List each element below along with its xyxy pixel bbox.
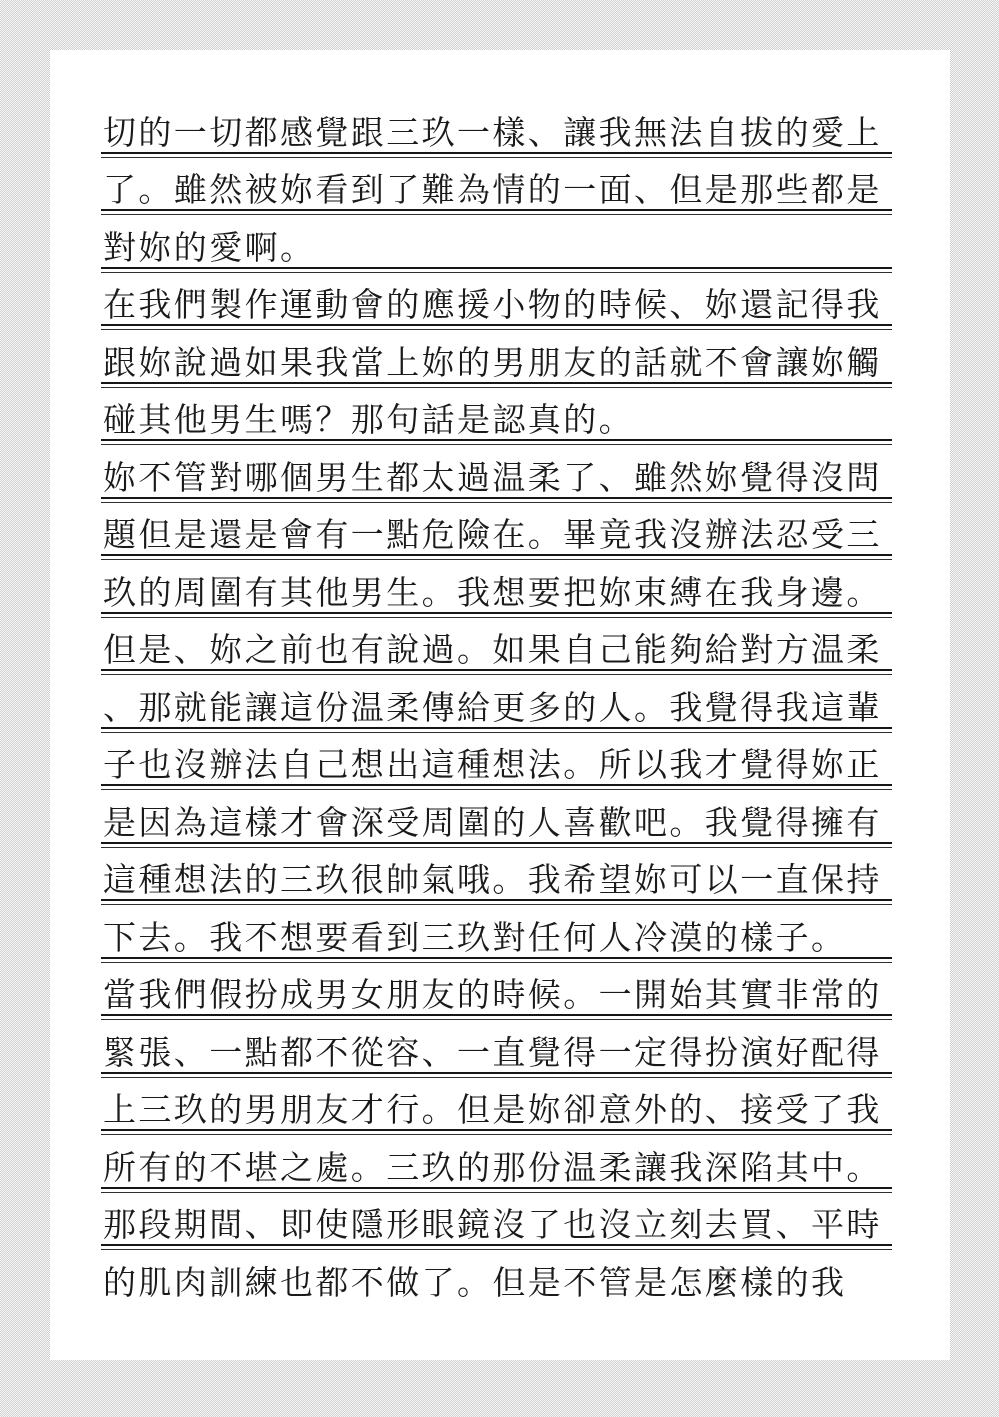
letter-line-text: 下去。我不想要看到三玖對任何人冷漠的樣子。 — [103, 917, 847, 957]
letter-line — [103, 790, 890, 848]
letter-line-text: 切的一切都感覺跟三玖一樣、讓我無法自拔的愛上 — [103, 112, 882, 152]
letter-line-text: 了。雖然被妳看到了難為情的一面、但是那些都是 — [103, 170, 882, 209]
letter-line — [103, 675, 890, 733]
letter-line-text: 緊張、一點都不從容、一直覺得一定得扮演好配得 — [103, 1032, 882, 1072]
letter-line-text: 在我們製作運動會的應援小物的時候、妳還記得我 — [103, 285, 882, 324]
letter-line-text: 跟妳說過如果我當上妳的男朋友的話就不會讓妳觸 — [103, 342, 882, 382]
letter-line-text: 子也沒辦法自己想出這種想法。所以我才覺得妳正 — [103, 745, 882, 784]
letter-line — [103, 1020, 890, 1078]
letter-line — [103, 158, 890, 216]
letter-line — [103, 1135, 890, 1193]
letter-line — [103, 100, 890, 158]
letter-line — [103, 273, 890, 331]
letter-line-text: 對妳的愛啊。 — [103, 227, 316, 267]
letter-line-text: 是因為這樣才會深受周圍的人喜歡吧。我覺得擁有 — [103, 802, 882, 842]
letter-line — [103, 618, 890, 676]
letter-line — [103, 848, 890, 906]
letter-line — [103, 1250, 890, 1308]
letter-line-text: 妳不管對哪個男生都太過温柔了、雖然妳覺得沒問 — [103, 457, 882, 497]
letter-line-text: 上三玖的男朋友才行。但是妳卻意外的、接受了我 — [103, 1090, 882, 1129]
letter-line-text: 當我們假扮成男女朋友的時候。一開始其實非常的 — [103, 975, 882, 1014]
letter-line-text: 玖的周圍有其他男生。我想要把妳束縛在我身邊。 — [103, 572, 882, 612]
letter-line — [103, 733, 890, 791]
letter-line — [103, 963, 890, 1021]
letter-line-text: 的肌肉訓練也都不做了。但是不管是怎麼樣的我 — [103, 1262, 847, 1302]
letter-line — [103, 560, 890, 618]
letter-line — [103, 445, 890, 503]
letter-line — [103, 330, 890, 388]
writing-area — [103, 100, 890, 1308]
letter-line — [103, 503, 890, 561]
letter-line-text: 但是、妳之前也有說過。如果自己能夠給對方温柔 — [103, 630, 882, 669]
letter-line-text: 所有的不堪之處。三玖的那份温柔讓我深陷其中。 — [103, 1147, 882, 1187]
letter-line-text: 那段期間、即使隱形眼鏡沒了也沒立刻去買、平時 — [103, 1205, 882, 1244]
letter-line — [103, 905, 890, 963]
letter-line-text: 這種想法的三玖很帥氣哦。我希望妳可以一直保持 — [103, 860, 882, 899]
letter-line — [103, 1193, 890, 1251]
letter-line — [103, 215, 890, 273]
letter-line — [103, 1078, 890, 1136]
letter-line-text: 題但是還是會有一點危險在。畢竟我沒辦法忍受三 — [103, 515, 882, 554]
letter-page — [50, 50, 950, 1360]
letter-line — [103, 388, 890, 446]
letter-line-text: 、那就能讓這份温柔傳給更多的人。我覺得我這輩 — [103, 687, 882, 727]
letter-line-text: 碰其他男生嗎？那句話是認真的。 — [103, 400, 634, 439]
